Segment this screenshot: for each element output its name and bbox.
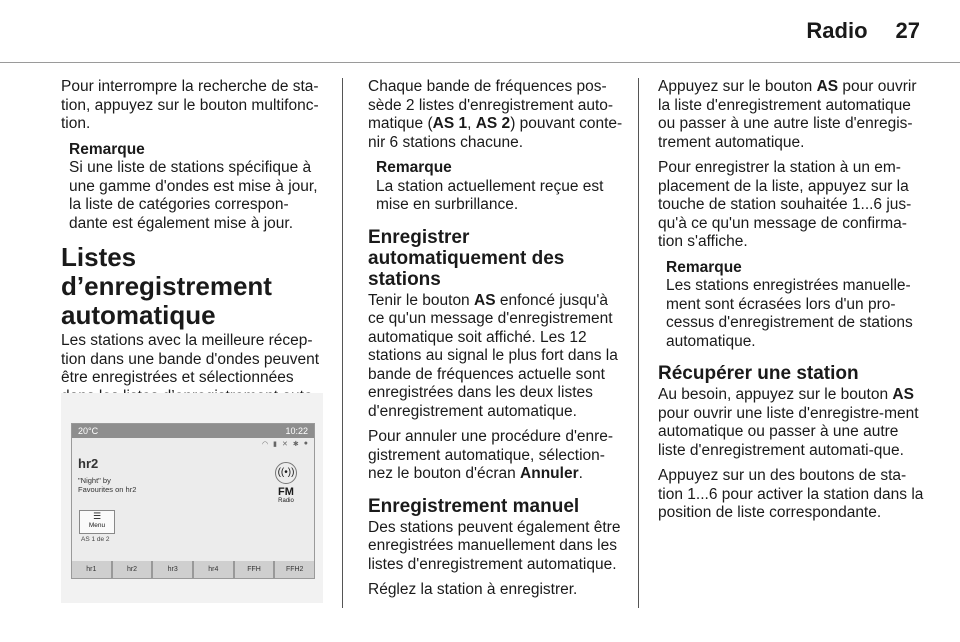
header-divider xyxy=(0,62,960,63)
now-playing xyxy=(78,476,136,494)
section-heading: Listes d’enregistrement automatique xyxy=(61,242,272,330)
note xyxy=(368,159,626,215)
note-text: La station actuellement reçue est mise en surbrillance. xyxy=(376,177,604,213)
radio-screen xyxy=(71,423,315,579)
menu-button[interactable] xyxy=(79,510,115,534)
band-button[interactable] xyxy=(268,462,304,504)
autostore-list-label: AS 1 de 2 xyxy=(81,536,110,543)
paragraph xyxy=(658,78,924,152)
antenna-icon: ((•)) xyxy=(275,462,297,484)
paragraph: Appuyez sur un des boutons de sta-tion 1...6 pour activer la station dans la position de liste correspondante. xyxy=(658,467,924,521)
note xyxy=(61,141,323,234)
status-icons xyxy=(72,438,314,452)
button-ref: AS xyxy=(892,386,914,403)
text-run: pour ouvrir une liste d'enregistre-ment automatique ou passer à une autre liste d'enregistrement automati-que. xyxy=(658,404,919,459)
text-run: Pour annuler une procédure d'enre-gistrement automatique, sélection-nez le bouton d'écran xyxy=(368,428,614,482)
text-run: Chaque bande de fréquences pos-sède 2 listes d'enregistrement auto-matique ( xyxy=(368,78,614,132)
text-run: Appuyez sur le bouton xyxy=(658,78,817,95)
note-text: Si une liste de stations spécifique à une gamme d'ondes est mise à jour, la liste de catégories correspon-dante est également mise à jour. xyxy=(69,159,318,232)
temperature: 20°C xyxy=(78,426,99,436)
column-divider-2 xyxy=(638,78,639,608)
page-number: 27 xyxy=(895,18,920,43)
preset-button[interactable]: hr3 xyxy=(151,561,192,578)
note-text: Les stations enregistrées manuelle-ment sont écrasées lors d'un pro-cessus d'enregistrement de stations automatique. xyxy=(666,277,913,350)
paragraph xyxy=(658,386,924,460)
note-title: Remarque xyxy=(666,258,742,276)
preset-button[interactable]: hr2 xyxy=(111,561,152,578)
status-bar xyxy=(72,424,314,438)
button-ref: AS 1 xyxy=(432,115,468,132)
wifi-icon: ◠ xyxy=(262,441,269,448)
text-run: ) pouvant conte-nir 6 stations chacune. xyxy=(368,115,623,151)
button-ref: AS xyxy=(816,78,839,95)
column-2 xyxy=(368,78,626,607)
now-playing-line: "Night" by xyxy=(78,476,111,485)
radio-screenshot xyxy=(61,393,323,603)
signal-icon: ▮ xyxy=(273,441,278,448)
preset-button[interactable]: hr1 xyxy=(86,566,97,573)
paragraph xyxy=(368,292,626,422)
mute-icon: ✕ xyxy=(282,441,288,448)
text-run: Tenir le bouton xyxy=(368,291,474,309)
paragraph: Réglez la station à enregistrer. xyxy=(368,581,578,598)
clock: 10:22 xyxy=(285,426,308,436)
paragraph: Pour interrompre la recherche de sta-tion, appuyez sur le bouton multifonc-tion. xyxy=(61,78,319,132)
page-header xyxy=(806,18,920,44)
text-run: , xyxy=(467,115,476,132)
preset-button[interactable]: FFH xyxy=(233,561,274,578)
button-ref: AS 2 xyxy=(475,115,511,132)
subsection-heading: Récupérer une station xyxy=(658,363,859,384)
now-playing-line: Favourites on hr2 xyxy=(78,485,137,494)
menu-label: Menu xyxy=(88,522,106,529)
paragraph xyxy=(368,78,626,152)
preset-button[interactable]: hr4 xyxy=(192,561,233,578)
note-title: Remarque xyxy=(376,159,452,176)
preset-bar xyxy=(72,561,314,578)
text-run: enfoncé jusqu'à ce qu'un message d'enregistrement automatique soit affiché. Les 12 stations au signal le plus fort dans la bande de fréquences actuelle sont enregistrées dans les deux listes d'enregistrement automatique. xyxy=(368,291,618,420)
band-label: FM xyxy=(278,486,294,498)
paragraph: Pour enregistrer la station à un em-placement de la liste, appuyez sur la touche de station souhaitée 1...6 jus-qu'à ce qu'un message de confirma-tion s'affiche. xyxy=(658,159,912,250)
note-title: Remarque xyxy=(69,140,145,158)
preset-button[interactable]: FFH2 xyxy=(273,561,314,578)
button-ref: AS xyxy=(474,291,496,309)
column-divider-1 xyxy=(342,78,343,608)
bluetooth-icon: ✱ xyxy=(292,441,299,448)
paragraph xyxy=(368,428,626,484)
text-run: . xyxy=(578,465,583,482)
column-1 xyxy=(61,78,323,432)
text-run: Au besoin, appuyez sur le bouton xyxy=(658,386,893,403)
note xyxy=(658,259,924,352)
menu-icon: ☰ xyxy=(92,511,102,521)
section-title: Radio xyxy=(806,18,868,43)
station-name: hr2 xyxy=(78,456,99,471)
subsection-heading: Enregistrement manuel xyxy=(368,495,580,517)
button-ref: Annuler xyxy=(520,465,579,482)
band-sub-label: Radio xyxy=(278,498,294,504)
phone-icon: ● xyxy=(303,440,308,447)
column-3 xyxy=(658,78,924,530)
paragraph: Les stations avec la meilleure récep-tion dans une bande d'ondes peuvent être enregistrées et sélectionnées xyxy=(61,332,320,386)
paragraph: Des stations peuvent également être enregistrées manuellement dans les listes d'enregistrement automatique. xyxy=(368,518,621,573)
text-run: pour ouvrir la liste d'enregistrement automatique ou passer à une autre liste d'enregis-trement automatique. xyxy=(658,78,917,151)
subsection-heading: Enregistrer automatiquement des stations xyxy=(368,226,565,290)
